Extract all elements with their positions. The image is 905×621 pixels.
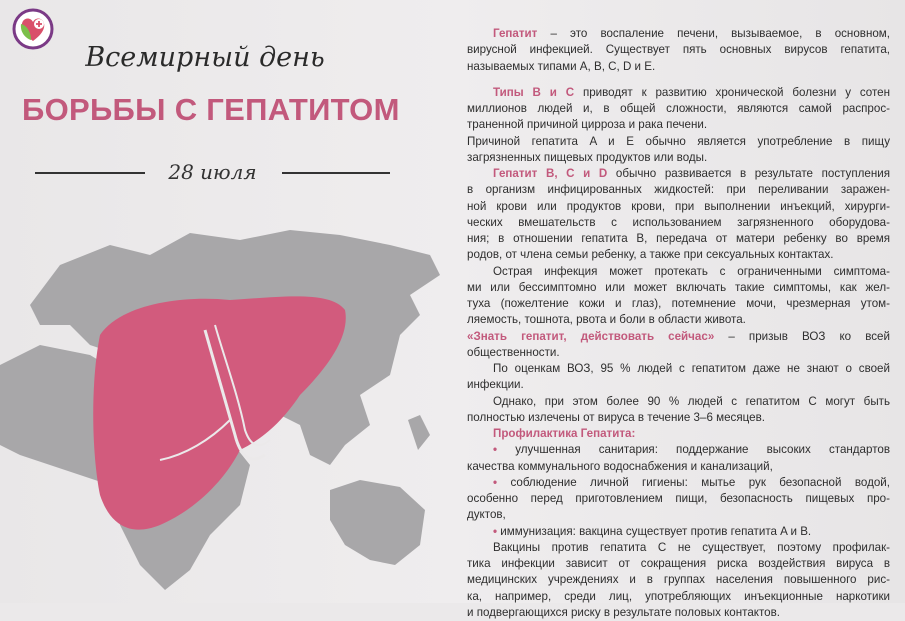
body-text: Однако, при этом более 90 % людей с гепатитом C могут быть (493, 394, 890, 408)
body-text: особенно перед приготовлением пищи, безопасность пищевых про- (467, 492, 890, 505)
text-line (467, 507, 890, 523)
text-line (467, 85, 890, 101)
text-line (467, 231, 890, 247)
body-text: улучшенная санитария: поддержание высоких стандартов (497, 443, 890, 457)
text-line (467, 426, 890, 442)
paragraph-gap (467, 75, 890, 85)
text-line (467, 101, 890, 117)
body-text: ной крови или продуктов крови, при выполнении инъекций, хирурги- (467, 199, 890, 213)
text-line (467, 247, 890, 263)
script-title: Всемирный день (85, 42, 325, 73)
body-text: приводят к развитию хронической болезни у сотен (574, 85, 890, 99)
text-line (467, 117, 890, 133)
text-line (467, 605, 890, 621)
text-line (467, 345, 890, 361)
body-text: По оценкам ВОЗ, 95 % людей с гепатитом даже не знают о своей (493, 362, 890, 375)
body-text: иммунизация: вакцина существует против гепатита A и B. (497, 524, 812, 538)
text-line (467, 524, 890, 540)
text-line (467, 540, 890, 556)
body-text: инфекции. (467, 378, 524, 392)
world-map-illustration (0, 225, 450, 603)
body-text: ка, например, среди лиц, употребляющих инъекционные наркотики (467, 589, 890, 603)
body-text: ческих вмешательств с использованием загрязненного оборудова- (467, 215, 890, 229)
highlight-text: • (493, 524, 498, 538)
divider-right (282, 172, 390, 174)
highlight-text: • (493, 443, 498, 457)
body-text: называемых типами A, B, C, D и E. (467, 59, 656, 73)
highlight-text: «Знать гепатит, действовать сейчас» (467, 329, 715, 343)
body-text: траненной причиной цирроза и рака печени. (467, 118, 708, 132)
body-text: обычно развивается в результате поступления (607, 167, 890, 180)
text-line (467, 572, 890, 588)
body-text: Острая инфекция может протекать с ограниченными симптома- (493, 264, 890, 278)
text-line (467, 410, 890, 426)
text-line (467, 150, 890, 166)
body-text: дуктов, (467, 508, 506, 522)
date-text: 28 июля (168, 160, 257, 184)
body-text: ния; в отношении гепатита B, передача от матери ребенку во время (467, 232, 890, 245)
body-text: Причиной гепатита A и E обычно является употребление в пищу (467, 134, 890, 148)
text-line (467, 42, 890, 58)
text-line (467, 556, 890, 572)
highlight-text: • (493, 475, 498, 489)
body-text: качества коммунального водоснабжения и канализаций, (467, 459, 773, 473)
body-text: общественности. (467, 345, 560, 359)
body-text: ляемость, тошнота, рвота и боли в области живота. (467, 313, 746, 327)
body-text: туха (пожелтение кожи и глаз), потемнение мочи, чрезмерная утом- (467, 297, 890, 310)
body-text: родов, от члена семьи ребенку, а также при сексуальных контактах. (467, 248, 834, 262)
text-line (467, 361, 890, 377)
text-line (467, 59, 890, 75)
text-line (467, 296, 890, 312)
body-text: и подвергающихся риску в результате половых контактов. (467, 605, 780, 619)
text-line (467, 215, 890, 231)
body-text: – это воспаление печени, вызываемое, в основном, (537, 27, 890, 40)
highlight-text: Профилактика Гепатита: (493, 427, 636, 440)
text-line (467, 394, 890, 410)
body-text: медицинских учреждениях и в группах населения повышенного рис- (467, 573, 890, 587)
text-line (467, 459, 890, 475)
body-text: полностью излечены от вируса в течение 3–6 месяцев. (467, 410, 765, 424)
highlight-text: Типы B и C (493, 85, 575, 99)
text-line (467, 26, 890, 42)
text-line (467, 442, 890, 458)
text-line (467, 312, 890, 328)
body-text: Вакцины против гепатита C не существует, поэтому профилак- (493, 540, 890, 554)
body-text: тика инфекции зависит от сокращения риска воздействия вируса в (467, 557, 890, 570)
text-line (467, 475, 890, 491)
body-text: ми или бессимптомно или может включать такие симптомы, как жел- (467, 280, 890, 294)
text-line (467, 589, 890, 605)
highlight-text: Гепатит (493, 27, 538, 40)
body-text: соблюдение личной гигиены: мытье рук безопасной водой, (497, 475, 890, 489)
date-row (35, 160, 390, 184)
body-text: загрязненных пищевых продуктов или воды. (467, 150, 708, 164)
body-text: миллионов людей и, в общей сложности, являются самой распрос- (467, 102, 890, 115)
text-line (467, 264, 890, 280)
article-text (467, 26, 890, 621)
text-line (467, 166, 890, 182)
highlight-text: Гепатит B, C и D (493, 167, 608, 180)
text-line (467, 329, 890, 345)
text-line (467, 199, 890, 215)
text-line (467, 182, 890, 198)
body-text: вирусной инфекцией. Существует пять основных вирусов гепатита, (467, 43, 890, 57)
body-text: – призыв ВОЗ ко всей (714, 329, 890, 343)
text-line (467, 280, 890, 296)
body-text: в организм инфицированных жидкостей: при переливании заражен- (467, 183, 890, 197)
text-line (467, 134, 890, 150)
text-line (467, 377, 890, 393)
main-title: БОРЬБЫ С ГЕПАТИТОМ (22, 92, 400, 127)
text-line (467, 491, 890, 507)
